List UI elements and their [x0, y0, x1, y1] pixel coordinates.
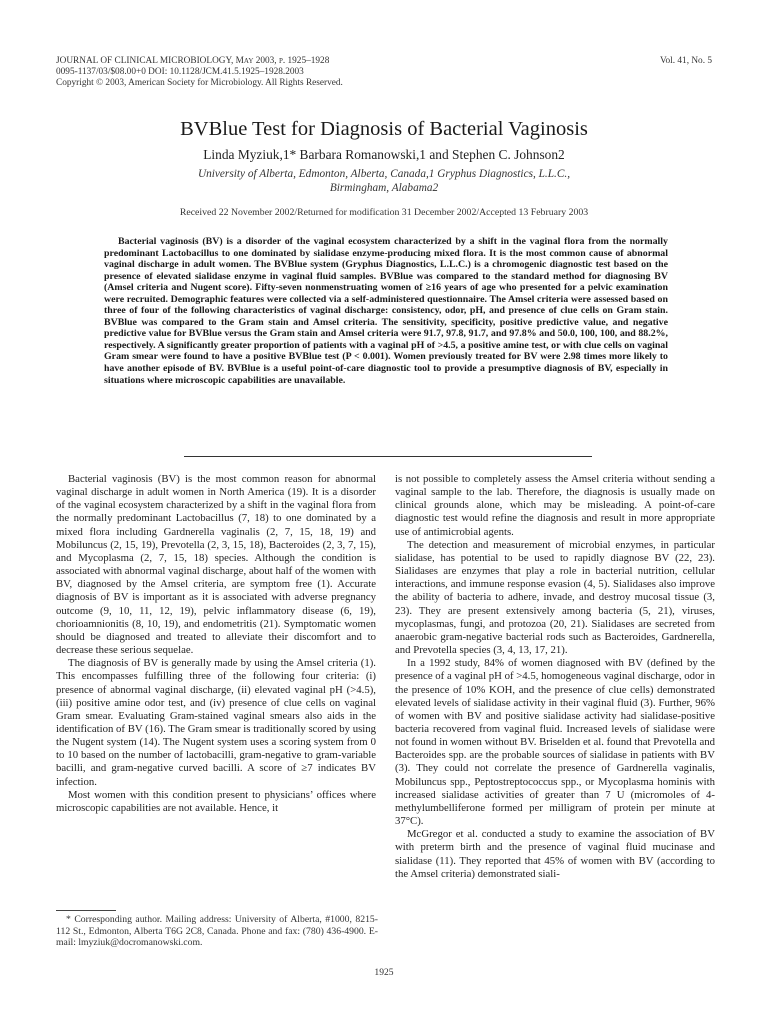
issn-doi-line: 0095-1137/03/$08.00+0 DOI: 10.1128/JCM.41.5.1925–1928.2003	[56, 67, 304, 78]
body-paragraph: Most women with this condition present to physicians’ offices where microscopic capabilities are not available. Hence, it	[56, 788, 376, 814]
running-header	[56, 56, 516, 90]
body-paragraph: The diagnosis of BV is generally made by using the Amsel criteria (1). This encompasses fulfilling three of the following four criteria: (i) presence of abnormal vaginal discharge, (ii) elevated vaginal pH (>4.5), (iii) positive amine odor test, and (iv) presence of clue cells on vaginal Gram smear. Evaluating Gram-stained vaginal smears also aids in the identification of BV (16). The Gram smear is traditionally scored by using the Nugent system (14). The Nugent system uses a scoring system from 0 to 10 based on the number of lactobacilli, gram-negative to gram-variable bacilli, and gram-negative curved bacilli. A score of ≥7 indicates BV infection.	[56, 657, 376, 788]
page-number: 1925	[374, 967, 394, 978]
copyright-line: Copyright © 2003, American Society for Microbiology. All Rights Reserved.	[56, 78, 343, 89]
body-paragraph: Bacterial vaginosis (BV) is the most common reason for abnormal vaginal discharge in adult women in North America (19). It is a disorder of the vaginal ecosystem characterized by a shift in the vaginal flora from the normally predominant Lactobacillus (7, 18) to one dominated by a mixed flora including Gardnerella vaginalis (2, 7, 15, 18, 19) and Mobiluncus (2, 15, 19), Prevotella (2, 3, 15, 18), Bacteroides (2, 3, 7, 15), and Mycoplasma (2, 7, 15, 18) species. Although the condition is associated with abnormal vaginal discharge, about half of the women with BV, diagnosed by the Amsel criteria, are symptom free (1). Accurate diagnosis of BV is important as it is associated with adverse pregnancy outcome (9, 10, 11, 12, 19), pelvic inflammatory disease (6, 19), chorioamnionitis (8, 10, 19), and endometritis (21). Symptomatic women should be diagnosed and treated to alleviate their discomfort and to decrease these serious sequelae.	[56, 473, 376, 657]
footnote-divider	[56, 910, 116, 911]
author-list: Linda Myziuk,1* Barbara Romanowski,1 and Stephen C. Johnson2	[203, 147, 565, 162]
abstract: Bacterial vaginosis (BV) is a disorder of the vaginal ecosystem characterized by a shift in the vaginal flora from the normally predominant Lactobacillus to one dominated by sialidase enzyme-producing mixed flora. It is the most common cause of abnormal vaginal discharge in adult women. The BVBlue system (Gryphus Diagnostics, L.L.C.) is a chromogenic diagnostic test based on the presence of elevated sialidase enzyme in vaginal fluid samples. BVBlue was compared to the standard method for diagnosing BV (Amsel criteria and Nugent score). Fifty-seven nonmenstruating women of ≥16 years of age who presented for a pelvic examination were recruited. Demographic features were collected via a self-administered questionnaire. The Amsel criteria were assessed based on three of four of the following characteristics of vaginal discharge: consistency, odor, pH, and presence of clue cells on Gram stain. BVBlue was compared to the Gram stain and Amsel criteria. The sensitivity, specificity, positive predictive value, and negative predictive value for BVBlue versus the Gram stain and Amsel criteria were 91.7, 97.8, 91.7, and 97.8% and 50.0, 100, 100, and 88.2%, respectively. A significantly greater proportion of patients with a vaginal pH of >4.5, a positive amine test, or with clue cells on vaginal Gram smear were found to have a positive BVBlue test (P < 0.001). Women previously treated for BV were 2.98 times more likely to have another episode of BV. BVBlue is a useful point-of-care diagnostic tool to provide a presumptive diagnosis of BV, especially in situations where microscopic capabilities are unavailable.	[104, 236, 668, 386]
affiliations	[0, 167, 768, 195]
journal-citation: JOURNAL OF CLINICAL MICROBIOLOGY, May 2003, p. 1925–1928	[56, 56, 330, 66]
body-column-right	[395, 473, 715, 881]
body-paragraph: McGregor et al. conducted a study to examine the association of BV with preterm birth and the presence of vaginal fluid mucinase and sialidase (11). They reported that 45% of women with BV (according to the Amsel criteria) demonstrated siali-	[395, 828, 715, 880]
body-paragraph: In a 1992 study, 84% of women diagnosed with BV (defined by the presence of a vaginal pH of >4.5, homogeneous vaginal discharge, odor in the presence of 10% KOH, and the presence of clue cells) demonstrated elevated levels of sialidase activity in their vaginal fluid (3). Further, 96% of women with BV and positive sialidase activity had sialidase-positive bacteria recovered from vaginal fluid. Increased levels of sialidase were not found in women without BV. Briselden et al. found that Prevotella and Bacteroides spp. are the probable sources of sialidase in patients with BV (3). They could not correlate the presence of Gardnerella vaginalis, Mobiluncus spp., Peptostreptococcus spp., or Mycoplasma hominis with increased sialidase activities of greater than 7 U (micromoles of 4-methylumbelliferone formed per milligram of protein per minute at 37°C).	[395, 657, 715, 828]
article-title: BVBlue Test for Diagnosis of Bacterial Vaginosis	[180, 118, 588, 140]
body-column-left	[56, 473, 376, 815]
abstract-divider	[184, 456, 592, 457]
received-dates: Received 22 November 2002/Returned for modification 31 December 2002/Accepted 13 February 2003	[179, 207, 589, 218]
body-paragraph: The detection and measurement of microbial enzymes, in particular sialidase, has potential to be used to rapidly diagnose BV (22, 23). Sialidases are enzymes that play a role in bacterial nutrition, cellular interactions, and immune response evasion (4, 5). Sialidases also improve the ability of bacteria to adhere, invade, and destroy mucosal tissue (3, 23). They are present extensively among bacteria (5, 21), viruses, mycoplasmas, fungi, and protozoa (20, 21). Sialidases are secreted from anaerobic gram-negative bacterial rods such as Bacteroides, Gardnerella, and Prevotella species (3, 4, 13, 17, 21).	[395, 538, 715, 657]
corresponding-author-footnote: * Corresponding author. Mailing address: University of Alberta, #1000, 8215-112 St., Edmonton, Alberta T6G 2C8, Canada. Phone and fax: (780) 436-4900. E-mail: lmyziuk@docromanowski.com.	[56, 914, 378, 949]
affiliation-line: Birmingham, Alabama2	[329, 182, 439, 194]
body-paragraph: is not possible to completely assess the Amsel criteria without sending a vaginal sample to the lab. Therefore, the diagnosis is usually made on clinical grounds alone, which may be misleading. A point-of-care diagnostic test would refine the diagnosis and result in more appropriate use of antimicrobial agents.	[395, 473, 715, 538]
affiliation-line: University of Alberta, Edmonton, Alberta, Canada,1 Gryphus Diagnostics, L.L.C.,	[197, 168, 571, 180]
volume-issue: Vol. 41, No. 5	[660, 56, 712, 66]
